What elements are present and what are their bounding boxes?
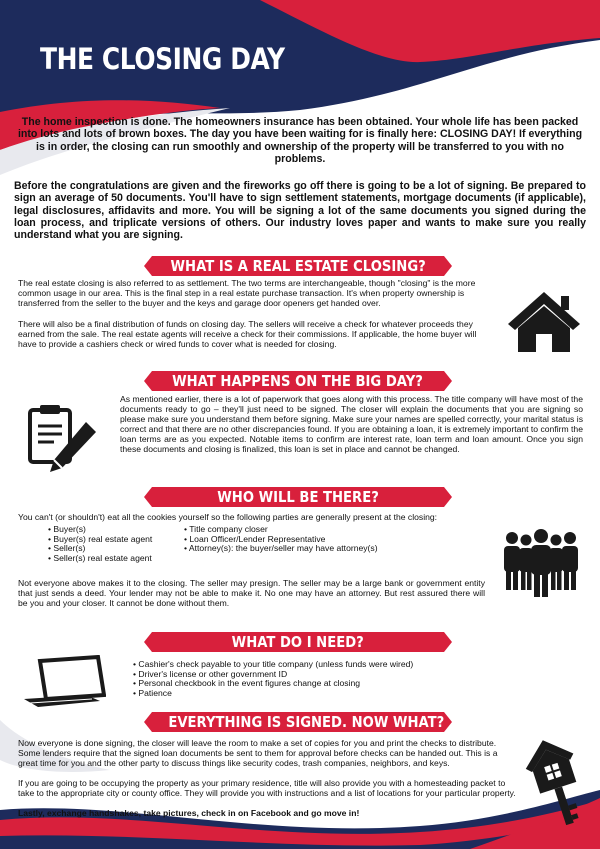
section-heading-banner — [144, 632, 452, 652]
closing-line: Lastly, exchange handshakes, take pictures, check in on Facebook and go move in! — [18, 808, 360, 818]
section-paragraph: There will also be a final distribution of funds on closing day. The sellers will receive a check for whatever proceeds they earned from the sale. The real estate agents will receive a check for their commissions. If applicable, the home buyer will have to provide a cashiers check or wired funds to cover what is needed for closing. — [18, 319, 477, 349]
section-heading: EVERYTHING IS SIGNED. NOW WHAT? — [168, 713, 445, 731]
section-heading-banner — [144, 712, 452, 732]
page-title: THE CLOSING DAY — [40, 42, 285, 76]
section-heading-banner — [144, 256, 452, 276]
list-item: • Personal checkbook in the event figures change at closing — [133, 679, 413, 689]
section-heading-banner — [144, 487, 452, 507]
list-item: • Seller(s) — [48, 544, 152, 554]
list-item: • Cashier's check payable to your title company (unless funds were wired) — [133, 660, 413, 670]
section-heading: WHO WILL BE THERE? — [217, 488, 379, 506]
section-heading-banner — [144, 371, 452, 391]
list-item: • Seller(s) real estate agent — [48, 554, 152, 564]
section-paragraph: You can't (or shouldn't) eat all the cookies yourself so the following parties are generally present at the closing: — [18, 512, 438, 522]
list-item: • Driver's license or other government ID — [133, 670, 413, 680]
laptop-icon — [20, 655, 106, 711]
list-item: • Patience — [133, 689, 413, 699]
section-heading: WHAT DO I NEED? — [231, 633, 365, 651]
attendee-list-left — [48, 525, 152, 564]
section-paragraph: The real estate closing is also referred to as settlement. The two terms are interchangeable, though "closing" is the more common usage in our area. This is the final step in a real estate purchase transaction. It's when property ownership is transferred from the seller to the buyer and the keys and garage door openers get handed over. — [18, 278, 476, 308]
list-item: • Buyer(s) — [48, 525, 152, 535]
group-people-icon — [498, 528, 584, 598]
list-item: • Buyer(s) real estate agent — [48, 535, 152, 545]
list-item: • Attorney(s): the buyer/seller may have attorney(s) — [184, 544, 378, 554]
list-item: • Loan Officer/Lender Representative — [184, 535, 378, 545]
intro-paragraph: The home inspection is done. The homeowners insurance has been obtained. Your whole life has been packed into lots and lots of brown boxes. The day you have been waiting for is finally here: CLOSING DAY! If everything is in order, the closing can run smoothly and ownership of the property will be transferred to you with no problems. — [17, 116, 583, 165]
section-heading: WHAT IS A REAL ESTATE CLOSING? — [170, 257, 426, 275]
house-key-icon — [524, 736, 590, 832]
section-heading: WHAT HAPPENS ON THE BIG DAY? — [172, 372, 424, 390]
needs-list — [133, 660, 413, 699]
section-paragraph: Not everyone above makes it to the closing. The seller may presign. The seller may be a large bank or government entity that just sends a deed. Your lender may not be able to make it. No one may have an attorney. But rest assured there will be you and your closer. It cannot be done without them. — [18, 578, 485, 608]
section-paragraph: If you are going to be occupying the property as your primary residence, title will also provide you with a homesteading packet to take to the appropriate city or county office. They will provide you with instructions and a list of locations for your particular property. — [18, 778, 516, 798]
section-paragraph: As mentioned earlier, there is a lot of paperwork that goes along with this process. The title company will have most of the documents ready to go – they'll just need to be signed. The closer will explain the documents that you are signing so please make sure you understand them before signing. Make sure your names are spelled correctly, your marital status is correct and that there are no other discrepancies found. If you are obtaining a loan, it is extremely important to confirm the loan terms are as you expected. Notable items to confirm are interest rate, loan term and loan amount. Once you sign these documents and closing is finalized, this loan is set in place and cannot be changed. — [120, 394, 583, 454]
clipboard-pencil-icon — [26, 402, 100, 476]
section-paragraph: Now everyone is done signing, the closer will leave the room to make a set of copies for you and print the checks to distribute. Some lenders require that the signed loan documents be sent to them for approval before checks can be handed out. This is a great time for you and the other party to discuss things like security codes, trash companies, neighbors, and keys. — [18, 738, 498, 768]
list-item: • Title company closer — [184, 525, 378, 535]
house-icon — [506, 290, 582, 354]
intro-paragraph-2: Before the congratulations are given and the fireworks go off there is going to be a lot of signing. Be prepared to sign an average of 50 documents. You'll have to sign settlement statements, mortgage documents (if applicable), legal disclosures, affidavits and more. You will be signing a lot of the same documents you signed during the loan process, and triplicate versions of others. Our industry loves paper and wants to make sure you really understand what you are signing. — [14, 180, 586, 242]
attendee-list-right — [184, 525, 378, 554]
